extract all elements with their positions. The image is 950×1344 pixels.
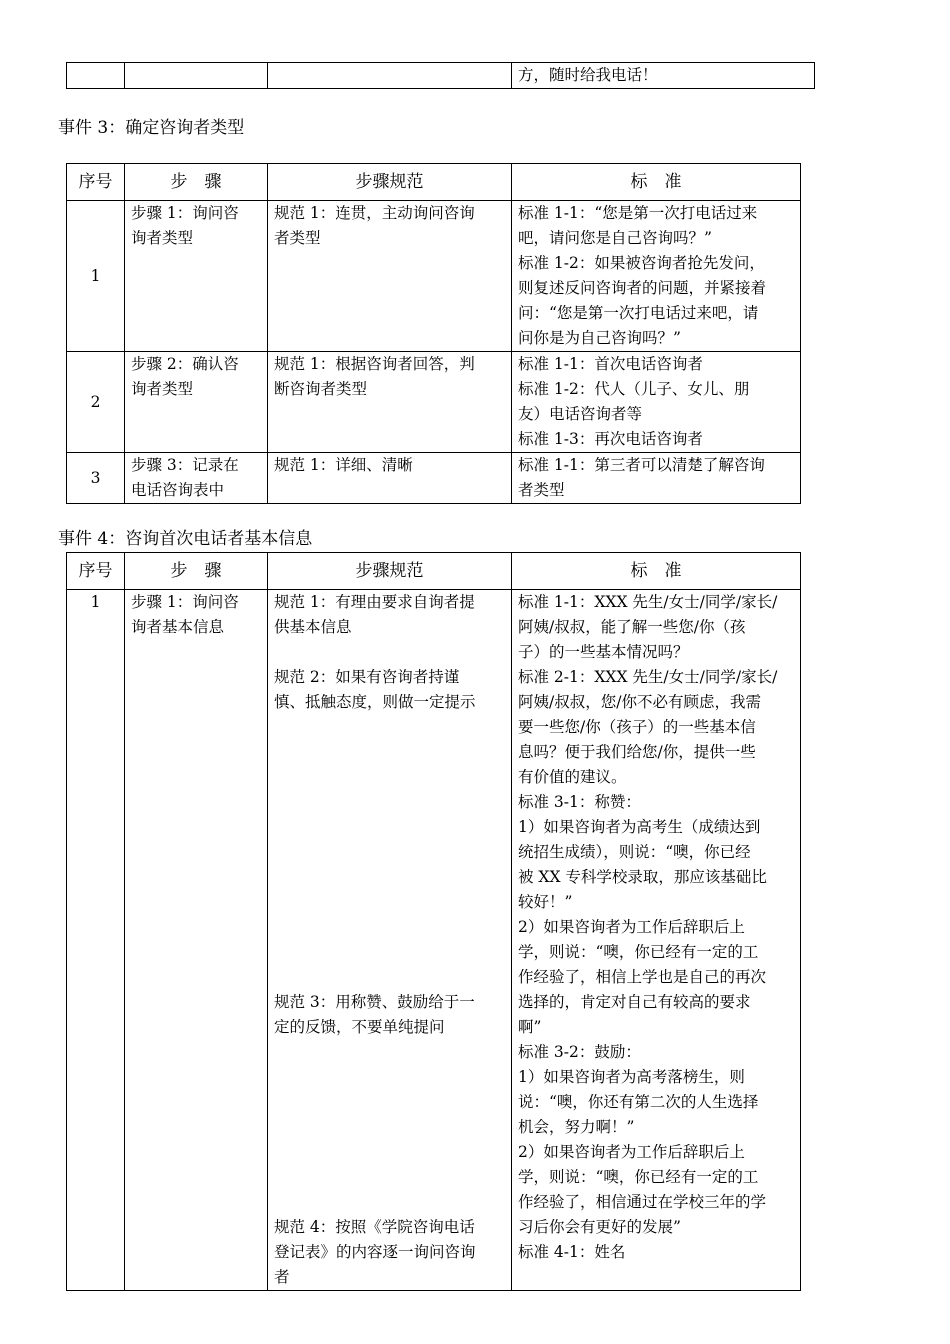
event3-row-3-std-line: 者类型 [518,481,565,499]
spacer [274,1165,505,1190]
event4-header-spec: 步骤规范 [268,553,512,590]
event4-std-line: 标准 3-2：鼓励： [518,1043,641,1061]
event3-row-1-std-line: 标准 1-1：“您是第一次打电话过来 [518,204,758,222]
event3-row-1-std-line: 问：“您是第一次打电话过来吧，请 [518,304,759,322]
event3-row-3-step [125,453,268,504]
spacer [274,640,505,665]
event3-header-step: 步 骤 [125,164,268,201]
event4-spec3-line: 定的反馈，不要单纯提问 [274,1018,445,1036]
event4-std-line: 习后你会有更好的发展” [518,1218,681,1236]
event4-std-line: 机会，努力啊！” [518,1118,635,1136]
spacer [274,965,505,990]
event4-std-line: 要一些您/你（孩子）的一些基本信 [518,718,756,736]
event4-spec2-line: 慎、抵触态度，则做一定提示 [274,693,476,711]
event3-row-2-std [512,352,801,453]
spacer [274,815,505,840]
event3-header-spec: 步骤规范 [268,164,512,201]
event4-spec4-line: 登记表》的内容逐一询问咨询 [274,1243,476,1261]
event3-row-2-std-line: 标准 1-3：再次电话咨询者 [518,430,703,448]
spacer [274,1115,505,1140]
event4-row-1 [67,590,801,1291]
event4-std-line: 选择的，肯定对自己有较高的要求 [518,993,751,1011]
event3-row-3-no: 3 [67,453,125,504]
event4-std-line: 标准 1-1：XXX 先生/女士/同学/家长/ [518,593,778,611]
event4-title: 事件 4：咨询首次电话者基本信息 [58,529,313,549]
top-cell-spec [268,63,512,89]
event4-std-line: 啊” [518,1018,542,1036]
event4-spec1-line: 规范 1：有理由要求自询者提 [274,593,475,611]
top-cell-std-text: 方，随时给我电话！ [518,66,658,84]
event3-row-2-spec-line: 规范 1：根据咨询者回答，判 [274,355,475,373]
event3-row-2-std-line: 标准 1-2：代人（儿子、女儿、朋 [518,380,750,398]
spacer [274,1040,505,1065]
event3-row-2-spec-line: 断咨询者类型 [274,380,368,398]
event4-std-line: 标准 3-1：称赞： [518,793,641,811]
event4-spec3-line: 规范 3：用称赞、鼓励给于一 [274,993,475,1011]
event3-row-2-step-line: 询者类型 [131,380,194,398]
event4-row-1-step [125,590,268,1291]
event4-std-line: 阿姨/叔叔，您/你不必有顾虑，我需 [518,693,761,711]
event4-std-line: 标准 2-1：XXX 先生/女士/同学/家长/ [518,668,778,686]
event4-std-line: 标准 4-1：姓名 [518,1243,626,1261]
event3-row-1-spec-line: 者类型 [274,229,321,247]
event4-row-1-no: 1 [67,590,125,1291]
event4-step-line: 步骤 1：询问咨 [131,593,239,611]
event3-row-1-step-line: 询者类型 [131,229,194,247]
event4-row-1-std [512,590,801,1291]
event4-spec4-line: 者 [274,1268,290,1286]
event4-step-line: 询者基本信息 [131,618,225,636]
event3-row-2-no: 2 [67,352,125,453]
event4-std-line: 1）如果咨询者为高考落榜生，则 [518,1068,745,1086]
event3-row-2-std-line: 友）电话咨询者等 [518,405,643,423]
event4-std-line: 有价值的建议。 [518,768,627,786]
event4-std-line: 被 XX 专科学校录取，那应该基础比 [518,868,767,886]
event3-header-no: 序号 [67,164,125,201]
event4-std-line: 学，则说：“噢，你已经有一定的工 [518,1168,759,1186]
spacer [274,1090,505,1115]
event3-row-1 [67,201,801,352]
spacer [274,840,505,865]
event4-std-line: 学，则说：“噢，你已经有一定的工 [518,943,759,961]
event4-std-line: 作经验了，相信通过在学校三年的学 [518,1193,767,1211]
top-cell-step [125,63,268,89]
event3-row-1-std-line: 问你是为自己咨询吗？” [518,329,681,347]
event3-row-1-step [125,201,268,352]
event3-row-2-step-line: 步骤 2：确认咨 [131,355,239,373]
spacer [274,865,505,890]
event4-header-step: 步 骤 [125,553,268,590]
spacer [274,1140,505,1165]
event4-std-line: 子）的一些基本情况吗？ [518,643,689,661]
event3-row-3-std [512,453,801,504]
event4-header-std: 标 准 [512,553,801,590]
spacer [274,940,505,965]
top-cell-no [67,63,125,89]
event4-header-no: 序号 [67,553,125,590]
event3-row-3 [67,453,801,504]
event3-row-3-step-line: 步骤 3：记录在 [131,456,239,474]
spacer [274,740,505,765]
event4-spec4-line: 规范 4：按照《学院咨询电话 [274,1218,475,1236]
event3-row-3-spec-line: 规范 1：详细、清晰 [274,456,413,474]
spacer [274,715,505,740]
event3-header-row [67,164,801,201]
event4-spec2-line: 规范 2：如果有咨询者持谨 [274,668,460,686]
event4-std-line: 2）如果咨询者为工作后辞职后上 [518,918,745,936]
top-cell-std [512,63,815,89]
event4-std-line: 阿姨/叔叔，能了解一些您/你（孩 [518,618,746,636]
event4-std-line: 息吗？便于我们给您/你，提供一些 [518,743,756,761]
event3-row-2-std-line: 标准 1-1：首次电话咨询者 [518,355,703,373]
spacer [274,765,505,790]
event3-row-1-std-line: 则复述反问咨询者的问题，并紧接着 [518,279,767,297]
event3-row-1-spec-line: 规范 1：连贯，主动询问咨询 [274,204,475,222]
event3-row-1-step-line: 步骤 1：询问咨 [131,204,239,222]
event3-table [66,163,801,504]
spacer [274,1065,505,1090]
event3-row-2-spec [268,352,512,453]
event4-std-line: 较好！” [518,893,573,911]
event4-std-line: 1）如果咨询者为高考生（成绩达到 [518,818,761,836]
event3-row-3-step-line: 电话咨询表中 [131,481,225,499]
spacer [274,915,505,940]
event4-spec1-line: 供基本信息 [274,618,352,636]
event3-row-2-step [125,352,268,453]
event4-table [66,552,801,1291]
event3-row-1-std [512,201,801,352]
event4-std-line: 说：“噢，你还有第二次的人生选择 [518,1093,759,1111]
event3-title: 事件 3：确定咨询者类型 [58,118,245,138]
event3-row-3-spec [268,453,512,504]
event4-header-row [67,553,801,590]
event4-std-line: 作经验了，相信上学也是自己的再次 [518,968,767,986]
event4-std-line: 统招生成绩），则说：“噢，你已经 [518,843,751,861]
spacer [274,890,505,915]
event4-std-line: 2）如果咨询者为工作后辞职后上 [518,1143,745,1161]
event3-row-1-spec [268,201,512,352]
spacer [274,790,505,815]
event3-header-std: 标 准 [512,164,801,201]
event3-row-3-std-line: 标准 1-1：第三者可以清楚了解咨询 [518,456,765,474]
event4-row-1-spec [268,590,512,1291]
spacer [274,1190,505,1215]
event3-row-1-std-line: 标准 1-2：如果被咨询者抢先发问， [518,254,765,272]
event3-row-1-std-line: 吧，请问您是自己咨询吗？” [518,229,712,247]
event3-row-2 [67,352,801,453]
top-continuation-table [66,62,815,89]
event3-row-1-no: 1 [67,201,125,352]
